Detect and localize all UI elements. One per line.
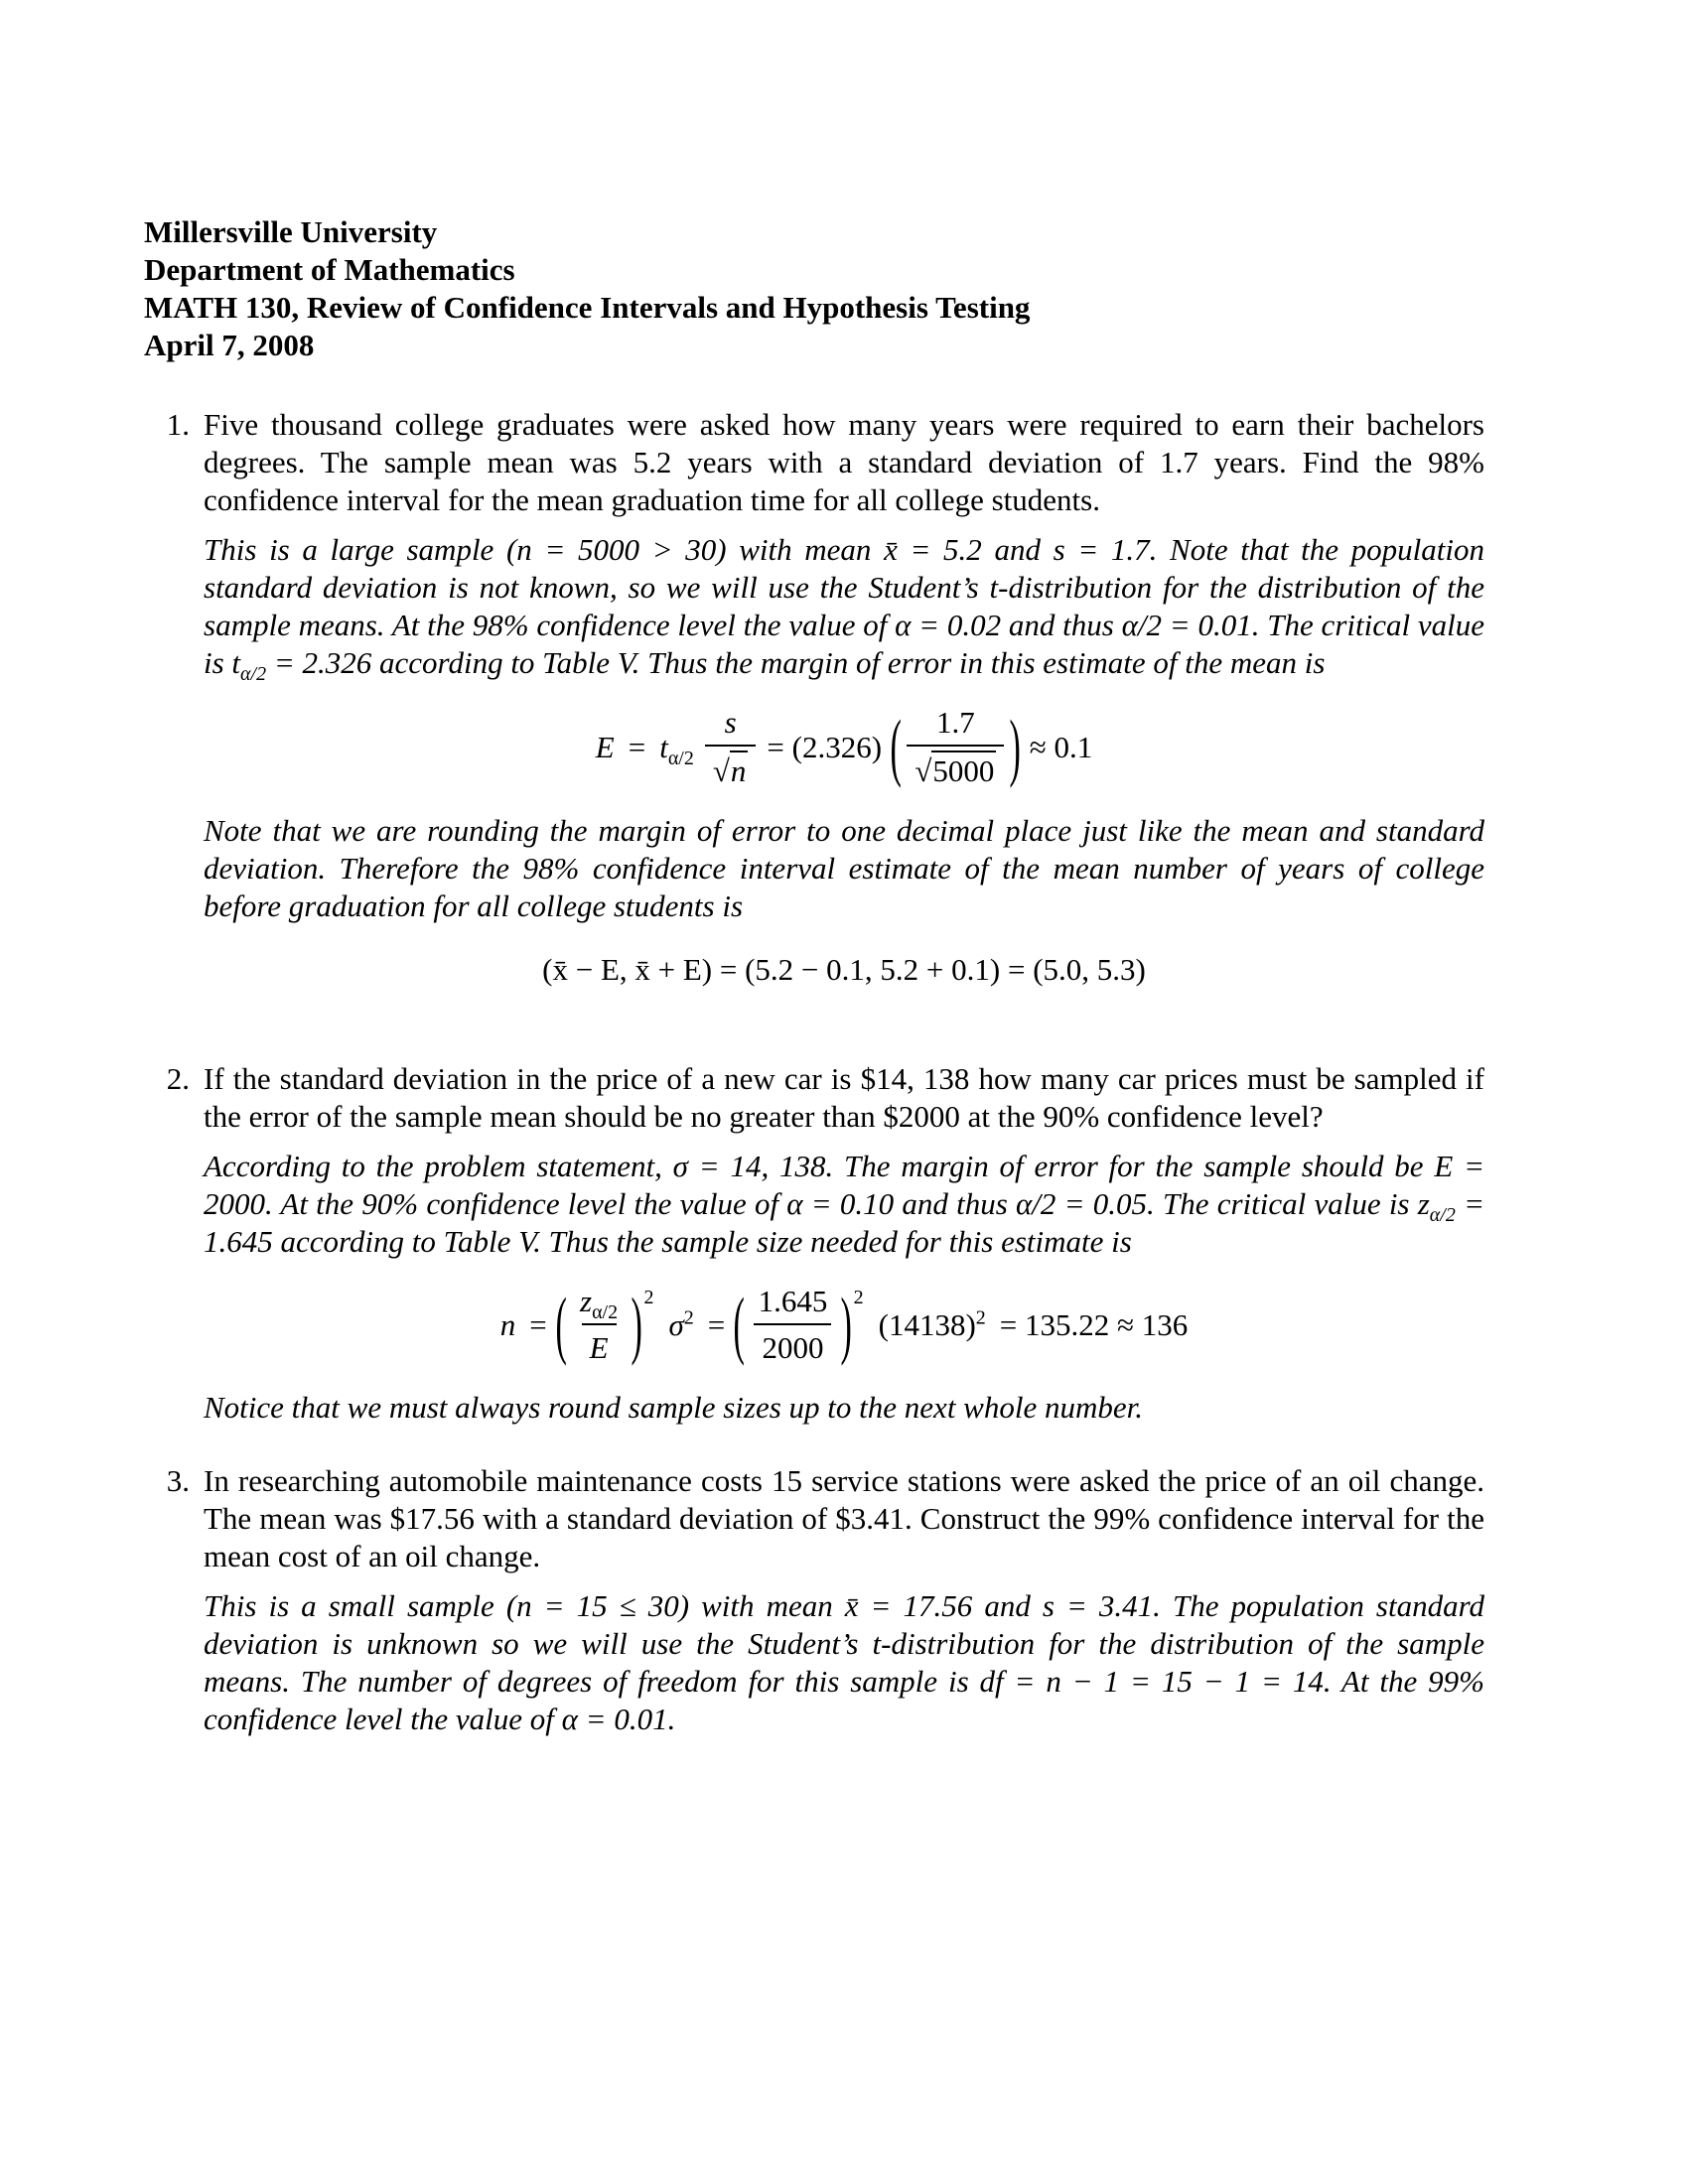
problem-2-number: 2.: [166, 1061, 190, 1096]
doc-header: [144, 213, 1484, 364]
header-department: Department of Mathematics: [144, 252, 515, 287]
problem-3-solution-paragraph: This is a small sample (n = 15 ≤ 30) with mean x̄ = 17.56 and s = 3.41. The population standard deviation is unknown so we will use the Student’s t-distribution for the distribution of the sample means. The number of degrees of freedom for this sample is df = n − 1 = 15 − 1 = 14. At the 99% confidence level the value of α = 0.01.: [204, 1588, 1484, 1736]
margin-of-error-formula: [204, 704, 1484, 790]
problem-1-solution-paragraph: [204, 531, 1484, 686]
problem-2-body: [204, 1060, 1484, 1427]
numerator-1-645: 1.645: [758, 1284, 828, 1318]
critical-value-t: $t_{\alpha/2}$: [659, 729, 694, 769]
radical-sign: √: [712, 753, 730, 788]
denominator-2000: 2000: [754, 1323, 831, 1367]
header-course-title: MATH 130, Review of Confidence Intervals and Hypothesis Testing: [144, 290, 1031, 325]
sample-size-formula: [204, 1283, 1484, 1367]
problem-1-statement: Five thousand college graduates were asked how many years were required to earn their bachelors degrees. The sample mean was 5.2 years with a standard deviation of 1.7 years. Find the 98% confidence interval for the mean graduation time for all college students.: [204, 407, 1484, 517]
left-paren: (: [733, 1281, 746, 1367]
problem-3-number: 3.: [166, 1463, 190, 1498]
problem-2-solution-paragraph: [204, 1148, 1484, 1261]
radical-sign: √: [914, 753, 932, 788]
fraction-1-7-over-sqrt-5000: [907, 704, 1004, 790]
confidence-interval-result: (x̄ − E, x̄ + E) = (5.2 − 0.1, 5.2 + 0.1) = (5.0, 5.3): [542, 952, 1146, 987]
sigma-squared: $\sigma^2$: [668, 1306, 694, 1342]
numerator-1-7: 1.7: [935, 705, 975, 740]
solution-2-text: According to the problem statement, σ = 14, 138. The margin of error for the sample should be E = 2000. At the 90% confidence level the value of α = 0.10 and thus α/2 = 0.05. The critical value is z: [204, 1149, 1484, 1221]
problem-1-body: [204, 406, 1484, 1024]
exponent-2: 2: [643, 1287, 654, 1308]
problem-list: [144, 406, 1484, 1738]
left-paren: (: [555, 1281, 567, 1367]
equals-coefficient: = (2.326): [767, 729, 883, 764]
fraction-1645-over-2000: [751, 1283, 836, 1367]
var-E: E: [595, 729, 615, 764]
problem-1-number: 1.: [166, 407, 190, 442]
numerator-z-alpha: $z_{\alpha/2}$: [580, 1284, 619, 1324]
var-n: n: [499, 1306, 516, 1342]
radicand-n: n: [730, 751, 749, 790]
result-value: = 135.22 ≈ 136: [999, 1306, 1189, 1342]
equals-sign: =: [707, 1306, 726, 1342]
header-university: Millersville University: [144, 214, 438, 249]
radicand-5000: 5000: [931, 751, 996, 790]
problem-2-statement: If the standard deviation in the price of a new car is $14, 138 how many car prices must be sampled if the error of the sample mean should be no greater than $2000 at the 90% confidence level?: [204, 1061, 1484, 1134]
problem-3: [144, 1462, 1484, 1738]
fraction-z-over-E: [572, 1283, 626, 1367]
sigma-value-squared: $(14138)^2$: [878, 1306, 986, 1342]
problem-1: [144, 406, 1484, 1024]
equals-sign: =: [628, 729, 646, 764]
right-paren: ): [840, 1281, 853, 1367]
right-paren: ): [631, 1281, 642, 1367]
solution-1-text-end: = 2.326 according to Table V. Thus the margin of error in this estimate of the mean is: [266, 645, 1326, 680]
exponent-2: 2: [853, 1287, 864, 1308]
denominator-sqrt-5000: [907, 745, 1004, 790]
problem-2-notice-paragraph: Notice that we must always round sample sizes up to the next whole number.: [204, 1390, 1143, 1425]
problem-3-body: [204, 1462, 1484, 1738]
equals-sign: =: [529, 1306, 547, 1342]
header-date: April 7, 2008: [144, 328, 315, 362]
problem-3-statement: In researching automobile maintenance costs 15 service stations were asked the price of an oil change. The mean was $17.56 with a standard deviation of $3.41. Construct the 99% confidence interval for the mean cost of an oil change.: [204, 1463, 1484, 1573]
problem-1-note-paragraph: Note that we are rounding the margin of error to one decimal place just like the mean and standard deviation. Therefore the 98% confidence interval estimate of the mean number of years of college before graduation for all college students is: [204, 813, 1484, 923]
denominator-sqrt-n: [705, 745, 757, 790]
solution-1-text: This is a large sample (n = 5000 > 30) with mean x̄ = 5.2 and s = 1.7. Note that the population standard deviation is not known, so we will use the Student’s t-distribution for the distribution of the sample means. At the 98% confidence level the value of α = 0.02 and thus α/2 = 0.01. The critical value is t: [204, 532, 1484, 680]
numerator-s: s: [724, 705, 737, 740]
t-alpha-subscript: α/2: [240, 663, 267, 686]
z-alpha-subscript: α/2: [1429, 1204, 1456, 1227]
fraction-s-over-sqrt-n: [705, 704, 757, 790]
denominator-E: E: [582, 1323, 617, 1367]
problem-2: [144, 1060, 1484, 1427]
approx-result: ≈ 0.1: [1029, 729, 1093, 764]
solution-2-text-end: = 1.645 according to Table V. Thus the sample size needed for this estimate is: [204, 1186, 1484, 1259]
right-paren: ): [1009, 703, 1022, 789]
left-paren: (: [890, 703, 902, 789]
